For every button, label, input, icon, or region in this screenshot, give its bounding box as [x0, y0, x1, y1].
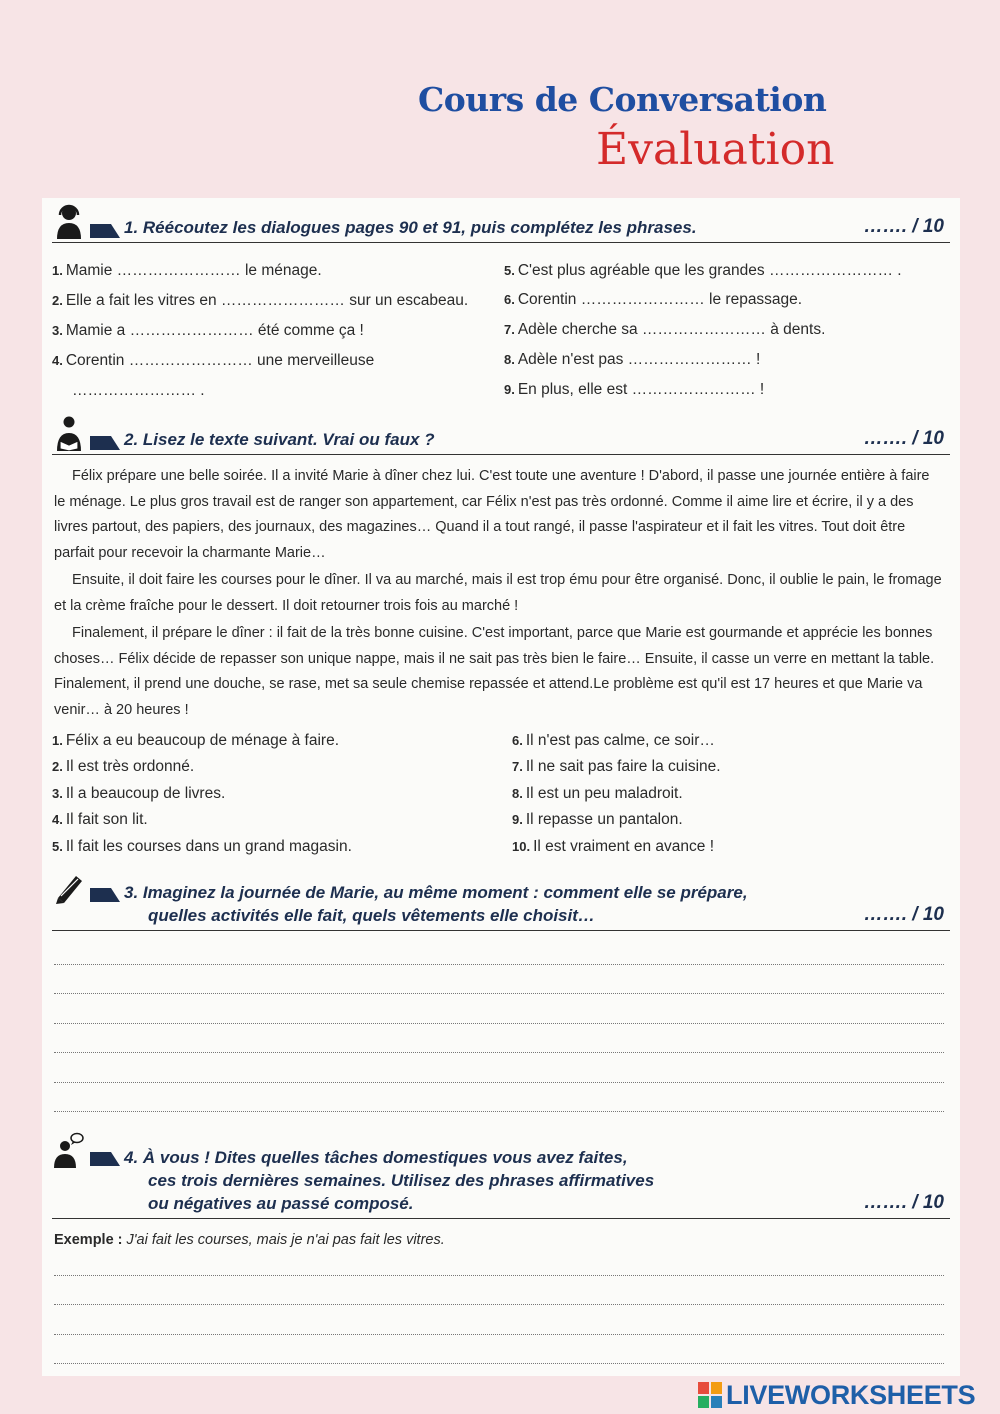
statement: 10. Il est vraiment en avance ! [512, 838, 714, 855]
writing-line[interactable] [54, 1304, 944, 1305]
paragraph: Félix prépare une belle soirée. Il a invité Marie à dîner chez lui. C'est toute une aventure ! D'abord, il passe une journée entière à faire le ménage. Le plus gros travail est de ranger son appartement, car Félix n'est pas très ordonné. Comme il aime lire et écrire, il y a des livres partout, des papiers, des journaux, des magazines… Quand il a tout rangé, il passe l'aspirateur et il fait les vitres. Tout doit être parfait pour recevoir la charmante Marie… [54, 468, 930, 561]
writing-line[interactable] [54, 1052, 944, 1053]
pencil-icon [54, 868, 84, 904]
liveworksheets-icon [698, 1382, 722, 1408]
list-item: 4. Corentin …………………… une merveilleuse [52, 352, 375, 369]
list-item: …………………… . [72, 382, 205, 399]
reading-text [54, 464, 944, 725]
list-item: 5. C'est plus agréable que les grandes …………………… . [504, 262, 902, 279]
writing-line[interactable] [54, 1082, 944, 1083]
section3-score: ……. / 10 [863, 904, 944, 925]
list-item: 2. Elle a fait les vitres en …………………… sur un escabeau. [52, 292, 469, 309]
paragraph: Ensuite, il doit faire les courses pour le dîner. Il va au marché, mais il est trop ému pour être organisé. Donc, il oublie le pain, le fromage et la crème fraîche pour le dessert. Il doit retourner trois fois au marché ! [54, 572, 942, 614]
headphones-icon [54, 203, 84, 239]
reading-person-icon [54, 415, 84, 451]
statement: 4. Il fait son lit. [52, 811, 148, 828]
speaking-person-icon [54, 1132, 84, 1168]
list-item: 7. Adèle cherche sa …………………… à dents. [504, 321, 826, 338]
paragraph: Finalement, il prépare le dîner : il fait de la très bonne cuisine. C'est important, parce que Marie est gourmande et apprécie les bonnes choses… Félix décide de repasser son unique nappe, mais il ne sait pas très bien le faire… Ensuite, il casse un verre en mettant la table. Finalement, il prend une douche, se rase, met sa seule chemise repassée et attend.Le problème est qu'il est 17 heures et que Marie va venir… à 20 heures ! [54, 625, 935, 718]
statement: 7. Il ne sait pas faire la cuisine. [512, 758, 721, 775]
statement: 2. Il est très ordonné. [52, 758, 195, 775]
writing-line[interactable] [54, 964, 944, 965]
course-title: Cours de Conversation [418, 80, 827, 119]
writing-line[interactable] [54, 1275, 944, 1276]
writing-line[interactable] [54, 993, 944, 994]
section-flag [90, 436, 120, 450]
section1-header [52, 198, 950, 243]
statement: 6. Il n'est pas calme, ce soir… [512, 732, 715, 749]
section1-score: ……. / 10 [863, 216, 944, 237]
statement: 1. Félix a eu beaucoup de ménage à faire. [52, 732, 340, 749]
statement: 5. Il fait les courses dans un grand magasin. [52, 838, 352, 855]
statement: 9. Il repasse un pantalon. [512, 811, 683, 828]
list-item: 8. Adèle n'est pas …………………… ! [504, 351, 761, 368]
section4-score: ……. / 10 [863, 1192, 944, 1213]
section2-header [52, 410, 950, 455]
statement: 3. Il a beaucoup de livres. [52, 785, 226, 802]
list-item: 6. Corentin …………………… le repassage. [504, 291, 803, 308]
section3-title: 3. Imaginez la journée de Marie, au même moment : comment elle se prépare, quelles activités elle fait, quels vêtements elle choisit… [124, 883, 748, 925]
section4-header [52, 1130, 950, 1219]
writing-line[interactable] [54, 1111, 944, 1112]
list-item: 3. Mamie a …………………… été comme ça ! [52, 322, 364, 339]
evaluation-title: Évaluation [596, 124, 835, 175]
section2-title: 2. Lisez le texte suivant. Vrai ou faux ? [124, 430, 435, 449]
writing-line[interactable] [54, 1363, 944, 1364]
section-flag [90, 888, 120, 902]
list-item: 1. Mamie …………………… le ménage. [52, 262, 322, 279]
section-flag [90, 1152, 120, 1166]
list-item: 9. En plus, elle est …………………… ! [504, 381, 765, 398]
section4-title: 4. À vous ! Dites quelles tâches domestiques vous avez faites, ces trois dernières semaines. Utilisez des phrases affirmatives ou négatives au passé composé. [124, 1148, 655, 1213]
worksheet [42, 198, 960, 1376]
example-sentence: Exemple : J'ai fait les courses, mais je n'ai pas fait les vitres. [54, 1232, 445, 1248]
section1-title: 1. Réécoutez les dialogues pages 90 et 91, puis complétez les phrases. [124, 218, 697, 237]
section3-header [52, 868, 950, 931]
liveworksheets-logo: LIVEWORKSHEETS [698, 1378, 975, 1412]
section2-score: ……. / 10 [863, 428, 944, 449]
section-flag [90, 224, 120, 238]
statement: 8. Il est un peu maladroit. [512, 785, 683, 802]
writing-line[interactable] [54, 1334, 944, 1335]
writing-line[interactable] [54, 1023, 944, 1024]
